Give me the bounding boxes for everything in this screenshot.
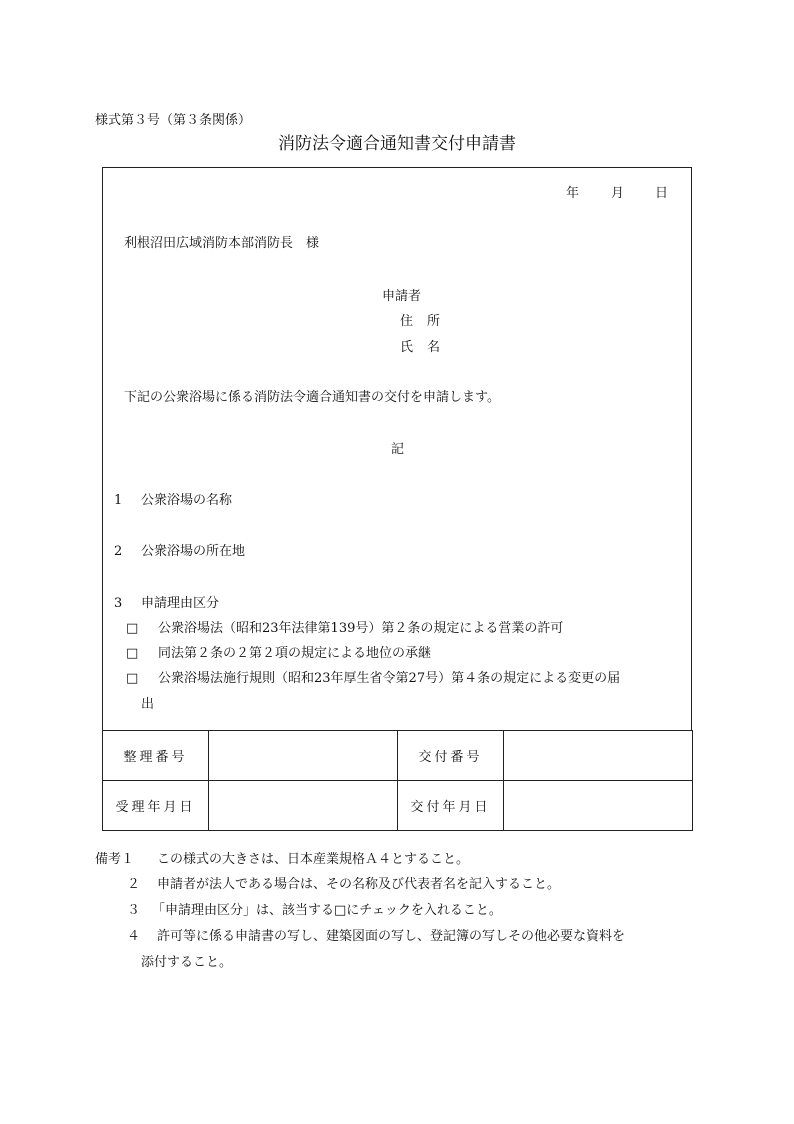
issue-date-field[interactable] (504, 781, 693, 831)
reason-3-checkbox[interactable]: □ (126, 671, 139, 686)
item-1-number: 1 (114, 493, 123, 508)
note-4-number: ４ (127, 929, 141, 944)
item-3-label: 申請理由区分 (141, 596, 220, 611)
name-label-char-1: 氏 (400, 340, 414, 355)
reason-3-continuation: 出 (141, 697, 155, 712)
reference-number-field[interactable] (209, 731, 398, 781)
reference-number-label: 整理番号 (103, 731, 209, 781)
receipt-date-field[interactable] (209, 781, 398, 831)
reason-2-text: 同法第２条の２第２項の規定による地位の承継 (158, 646, 432, 661)
ki-heading: 記 (391, 442, 405, 457)
address-label (400, 315, 440, 328)
office-use-table (102, 730, 693, 831)
receipt-date-label: 受理年月日 (103, 781, 209, 831)
note-2-text: 申請者が法人である場合は、その名称及び代表者名を記入すること。 (157, 877, 561, 892)
note-1-text: この様式の大きさは、日本産業規格Ａ４とすること。 (157, 852, 470, 867)
table-row (103, 731, 693, 781)
request-text: 下記の公衆浴場に係る消防法令適合通知書の交付を申請します。 (124, 390, 500, 405)
address-label-char-2: 所 (427, 314, 441, 329)
date-year-label: 年 (566, 186, 580, 201)
addressee: 利根沼田広域消防本部消防長 様 (124, 236, 320, 251)
name-label (400, 341, 440, 354)
issue-number-label: 交付番号 (398, 731, 504, 781)
note-3-text: 「申請理由区分」は、該当する□にチェックを入れること。 (152, 903, 502, 918)
form-number: 様式第３号（第３条関係） (95, 113, 252, 128)
item-3-number: 3 (114, 596, 123, 611)
item-2-label: 公衆浴場の所在地 (141, 544, 246, 559)
name-label-char-2: 名 (427, 340, 441, 355)
note-4-text: 許可等に係る申請書の写し、建築図面の写し、登記簿の写しその他必要な資料を (157, 929, 626, 944)
reason-2-checkbox[interactable]: □ (126, 646, 139, 661)
issue-date-label: 交付年月日 (398, 781, 504, 831)
reason-1-checkbox[interactable]: □ (126, 621, 139, 636)
date-month-label: 月 (611, 186, 625, 201)
date-day-label: 日 (655, 186, 669, 201)
item-2-number: 2 (114, 544, 123, 559)
reason-1-text: 公衆浴場法（昭和23年法律第139号）第２条の規定による営業の許可 (158, 621, 564, 636)
note-3-number: ３ (127, 903, 141, 918)
document-title: 消防法令適合通知書交付申請書 (278, 134, 516, 154)
issue-number-field[interactable] (504, 731, 693, 781)
address-label-char-1: 住 (400, 314, 414, 329)
reason-3-text: 公衆浴場法施行規則（昭和23年厚生省令第27号）第４条の規定による変更の届 (158, 671, 621, 686)
table-row (103, 781, 693, 831)
item-1-label: 公衆浴場の名称 (141, 493, 233, 508)
notes-prefix: 備考１ (95, 852, 135, 867)
note-4-continuation: 添付すること。 (141, 955, 233, 970)
note-2-number: ２ (127, 877, 141, 892)
applicant-label: 申請者 (382, 289, 422, 304)
